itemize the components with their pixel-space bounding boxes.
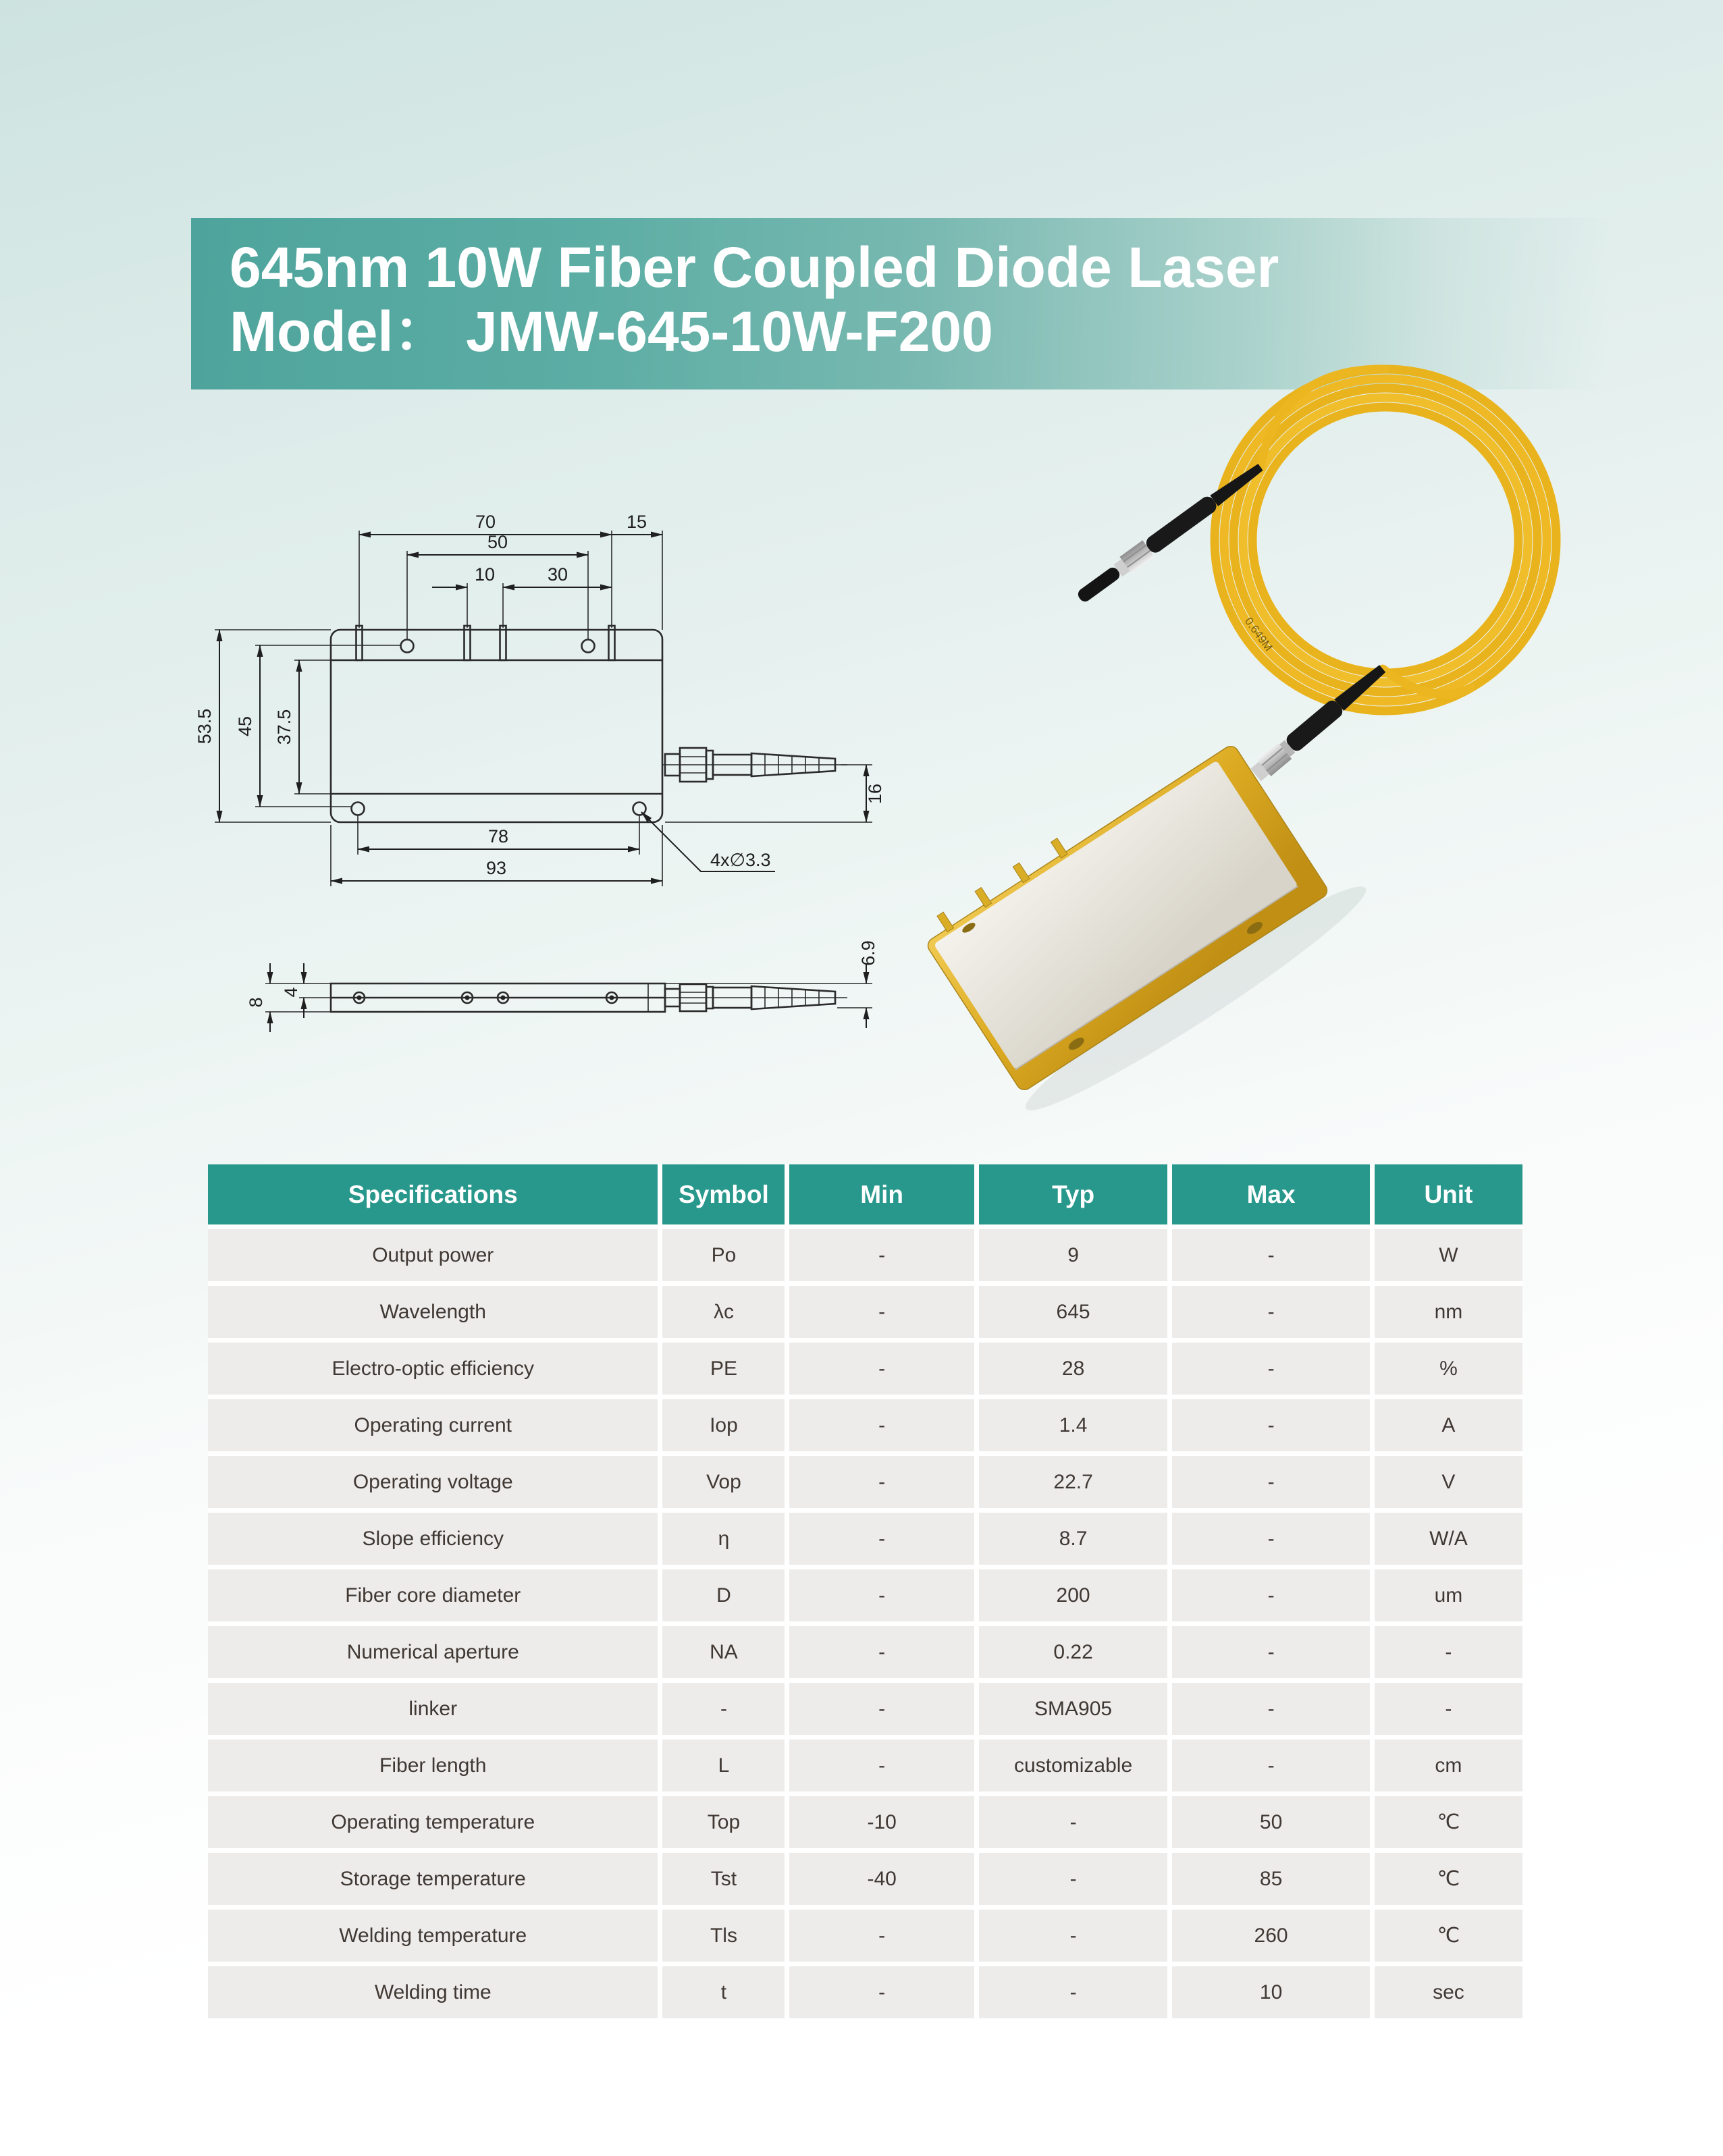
table-cell: um: [1375, 1569, 1522, 1621]
cable-print-label: 0.649M: [1242, 615, 1275, 654]
dim-53-5: 53.5: [194, 708, 215, 745]
dim-78: 78: [487, 826, 509, 846]
technical-drawing: [182, 506, 911, 1188]
sma-connector-top-view: [662, 748, 847, 782]
table-cell: ℃: [1375, 1910, 1522, 1962]
table-cell: Fiber core diameter: [208, 1569, 658, 1621]
table-cell: -: [789, 1626, 974, 1678]
table-cell: -: [1172, 1740, 1370, 1791]
table-cell: -: [789, 1399, 974, 1451]
table-cell: 1.4: [979, 1399, 1167, 1451]
dim-10: 10: [474, 564, 496, 585]
side-view-dimensions: [246, 940, 878, 1032]
sma-connector-side-view: [665, 984, 847, 1011]
table-cell: PE: [662, 1343, 785, 1395]
table-cell: t: [662, 1966, 785, 2018]
table-cell: -: [1172, 1399, 1370, 1451]
table-cell: ℃: [1375, 1853, 1522, 1905]
table-cell: -: [1172, 1683, 1370, 1735]
laser-module: [911, 712, 1378, 1121]
page-title-line1: 645nm 10W Fiber Coupled Diode Laser: [230, 236, 1279, 299]
table-cell: customizable: [979, 1740, 1167, 1791]
table-cell: Operating current: [208, 1399, 658, 1451]
table-cell: 22.7: [979, 1456, 1167, 1508]
table-cell: Wavelength: [208, 1286, 658, 1338]
table-cell: W: [1375, 1229, 1522, 1281]
table-cell: -: [789, 1513, 974, 1565]
table-cell: Electro-optic efficiency: [208, 1343, 658, 1395]
table-cell: Top: [662, 1796, 785, 1848]
col-header-unit: Unit: [1375, 1164, 1522, 1224]
table-cell: SMA905: [979, 1683, 1167, 1735]
table-cell: -: [1375, 1683, 1522, 1735]
table-cell: Po: [662, 1229, 785, 1281]
table-cell: -: [1172, 1286, 1370, 1338]
table-cell: 645: [979, 1286, 1167, 1338]
table-cell: -: [789, 1343, 974, 1395]
table-cell: -: [1375, 1626, 1522, 1678]
table-cell: Operating temperature: [208, 1796, 658, 1848]
table-cell: 200: [979, 1569, 1167, 1621]
dim-30: 30: [547, 564, 568, 585]
table-cell: -: [1172, 1229, 1370, 1281]
col-header-max: Max: [1172, 1164, 1370, 1224]
table-cell: 260: [1172, 1910, 1370, 1962]
page-title-line2: Model： JMW-645-10W-F200: [230, 299, 993, 363]
table-cell: cm: [1375, 1740, 1522, 1791]
table-cell: A: [1375, 1399, 1522, 1451]
table-cell: Numerical aperture: [208, 1626, 658, 1678]
table-cell: L: [662, 1740, 785, 1791]
table-cell: W/A: [1375, 1513, 1522, 1565]
table-cell: 85: [1172, 1853, 1370, 1905]
table-cell: -: [979, 1910, 1167, 1962]
table-cell: -: [662, 1683, 785, 1735]
table-cell: NA: [662, 1626, 785, 1678]
table-cell: -10: [789, 1796, 974, 1848]
dim-15: 15: [626, 512, 647, 532]
dim-93: 93: [485, 858, 507, 878]
table-cell: 9: [979, 1229, 1167, 1281]
top-view-dimensions: [194, 512, 885, 886]
table-cell: Tls: [662, 1910, 785, 1962]
table-cell: 0.22: [979, 1626, 1167, 1678]
table-cell: Output power: [208, 1229, 658, 1281]
table-cell: 10: [1172, 1966, 1370, 2018]
table-cell: λc: [662, 1286, 785, 1338]
table-cell: -: [979, 1966, 1167, 2018]
pin-slots: [356, 626, 615, 660]
dim-50: 50: [487, 532, 508, 552]
table-cell: 28: [979, 1343, 1167, 1395]
table-cell: Tst: [662, 1853, 785, 1905]
spec-table: [208, 1164, 1522, 2018]
col-header-min: Min: [789, 1164, 974, 1224]
top-view: [194, 512, 885, 886]
fiber-coil: [1215, 369, 1556, 711]
table-cell: Welding temperature: [208, 1910, 658, 1962]
mounting-holes: [352, 640, 646, 815]
table-cell: D: [662, 1569, 785, 1621]
table-cell: -: [1172, 1343, 1370, 1395]
dim-8: 8: [246, 997, 266, 1008]
dim-45: 45: [235, 716, 255, 737]
dim-4: 4: [281, 987, 301, 998]
page-title: [230, 236, 1279, 364]
table-cell: -: [1172, 1456, 1370, 1508]
table-cell: nm: [1375, 1286, 1522, 1338]
table-cell: 50: [1172, 1796, 1370, 1848]
table-cell: %: [1375, 1343, 1522, 1395]
table-cell: Storage temperature: [208, 1853, 658, 1905]
table-cell: -: [789, 1966, 974, 2018]
table-cell: -: [789, 1229, 974, 1281]
table-cell: η: [662, 1513, 785, 1565]
table-cell: Iop: [662, 1399, 785, 1451]
col-header-typ: Typ: [979, 1164, 1167, 1224]
table-cell: -: [979, 1796, 1167, 1848]
table-cell: Operating voltage: [208, 1456, 658, 1508]
table-cell: -: [789, 1569, 974, 1621]
table-cell: -: [789, 1286, 974, 1338]
dim-6-9: 6.9: [858, 940, 878, 966]
product-photo: [898, 351, 1723, 1121]
table-cell: -: [979, 1853, 1167, 1905]
table-cell: -40: [789, 1853, 974, 1905]
table-cell: -: [789, 1456, 974, 1508]
table-cell: -: [789, 1683, 974, 1735]
table-cell: sec: [1375, 1966, 1522, 2018]
col-header-symbol: Symbol: [662, 1164, 785, 1224]
table-cell: 8.7: [979, 1513, 1167, 1565]
table-cell: -: [789, 1740, 974, 1791]
table-cell: -: [789, 1910, 974, 1962]
dim-16: 16: [865, 783, 885, 805]
dim-70: 70: [475, 512, 496, 532]
table-cell: Fiber length: [208, 1740, 658, 1791]
table-cell: Vop: [662, 1456, 785, 1508]
table-cell: Slope efficiency: [208, 1513, 658, 1565]
col-header-specifications: Specifications: [208, 1164, 658, 1224]
table-cell: Welding time: [208, 1966, 658, 2018]
table-cell: V: [1375, 1456, 1522, 1508]
table-cell: ℃: [1375, 1796, 1522, 1848]
table-cell: linker: [208, 1683, 658, 1735]
dim-37-5: 37.5: [274, 709, 294, 745]
table-cell: -: [1172, 1626, 1370, 1678]
side-view: [246, 940, 878, 1032]
table-cell: -: [1172, 1569, 1370, 1621]
table-cell: -: [1172, 1513, 1370, 1565]
dim-hole-note: 4x∅3.3: [710, 850, 771, 870]
